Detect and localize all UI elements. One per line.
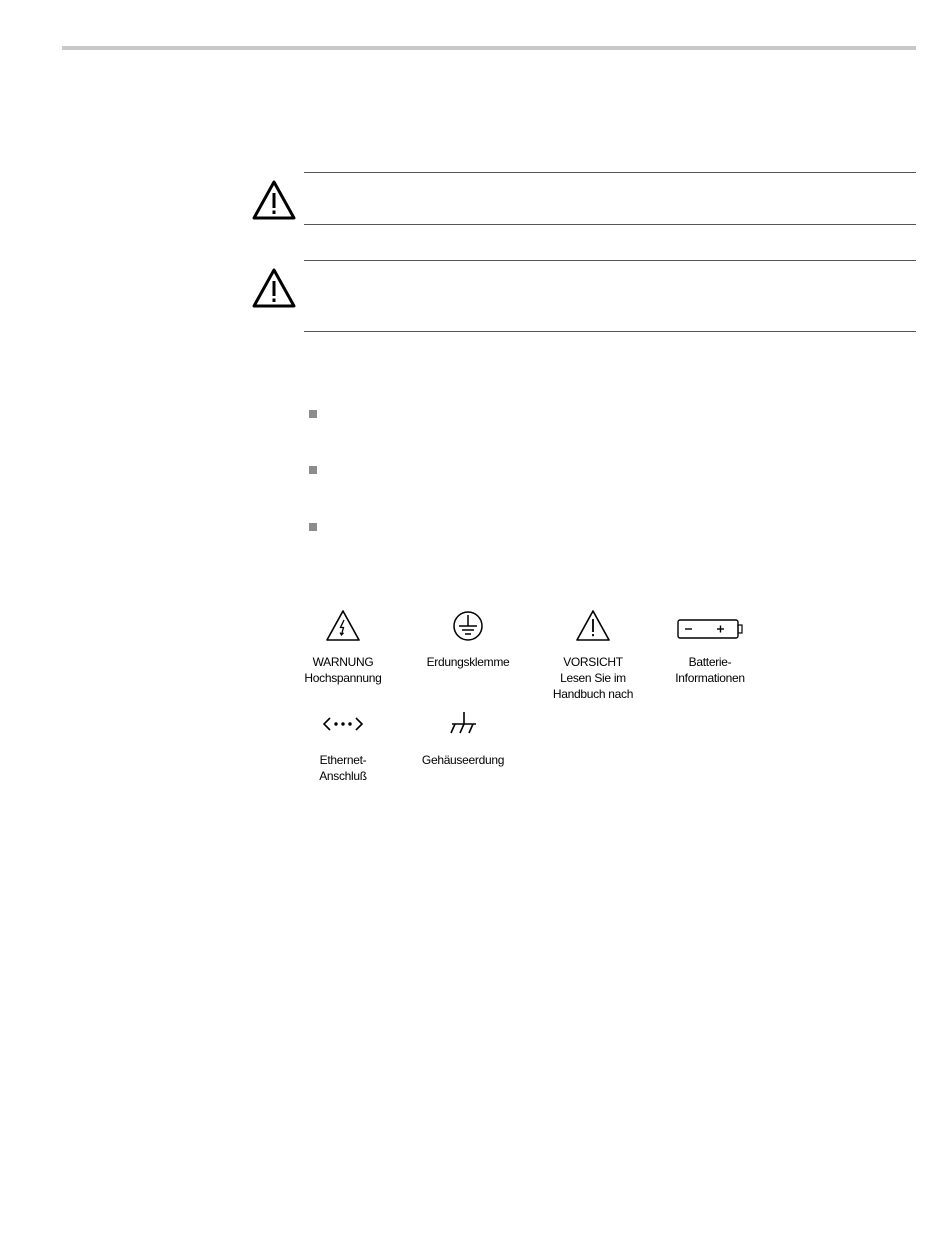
symbol-label-line: Handbuch nach (552, 687, 634, 701)
warning-rule-top (304, 260, 916, 261)
symbol-caution (543, 608, 643, 702)
warning-triangle-icon (250, 178, 298, 222)
symbol-label-line: Lesen Sie im (560, 671, 626, 685)
bullet-marker (309, 466, 317, 474)
symbol-label-line: Batterie- (688, 655, 732, 669)
symbol-label-line: VORSICHT (563, 655, 623, 669)
warning-block-2 (250, 260, 916, 333)
symbol-ethernet (298, 706, 388, 784)
symbol-label-line: Informationen (675, 671, 745, 685)
warning-rule-top (304, 172, 916, 173)
symbol-label-line: WARNUNG (312, 655, 374, 669)
symbol-battery (660, 608, 760, 686)
symbol-label-line: Ethernet- (319, 753, 367, 767)
symbol-high-voltage (298, 608, 388, 686)
symbol-label-line: Anschluß (319, 769, 367, 783)
symbol-protective-ground (418, 608, 518, 670)
chassis-ground-icon (443, 706, 483, 742)
symbol-label-line: Gehäuseerdung (421, 753, 505, 767)
caution-triangle-icon (573, 608, 613, 644)
warning-block-1 (250, 172, 916, 226)
symbol-label-line: Erdungsklemme (426, 655, 510, 669)
top-rule (62, 46, 916, 50)
ethernet-port-icon (321, 706, 365, 742)
high-voltage-warning-icon (323, 608, 363, 644)
symbol-label-line: Hochspannung (304, 671, 382, 685)
warning-triangle-icon (250, 266, 298, 310)
bullet-marker (309, 410, 317, 418)
protective-ground-icon (448, 608, 488, 644)
bullet-marker (309, 523, 317, 531)
symbol-chassis-ground (413, 706, 513, 768)
warning-rule-bottom (304, 224, 916, 225)
battery-icon (675, 608, 745, 644)
warning-rule-bottom (304, 331, 916, 332)
